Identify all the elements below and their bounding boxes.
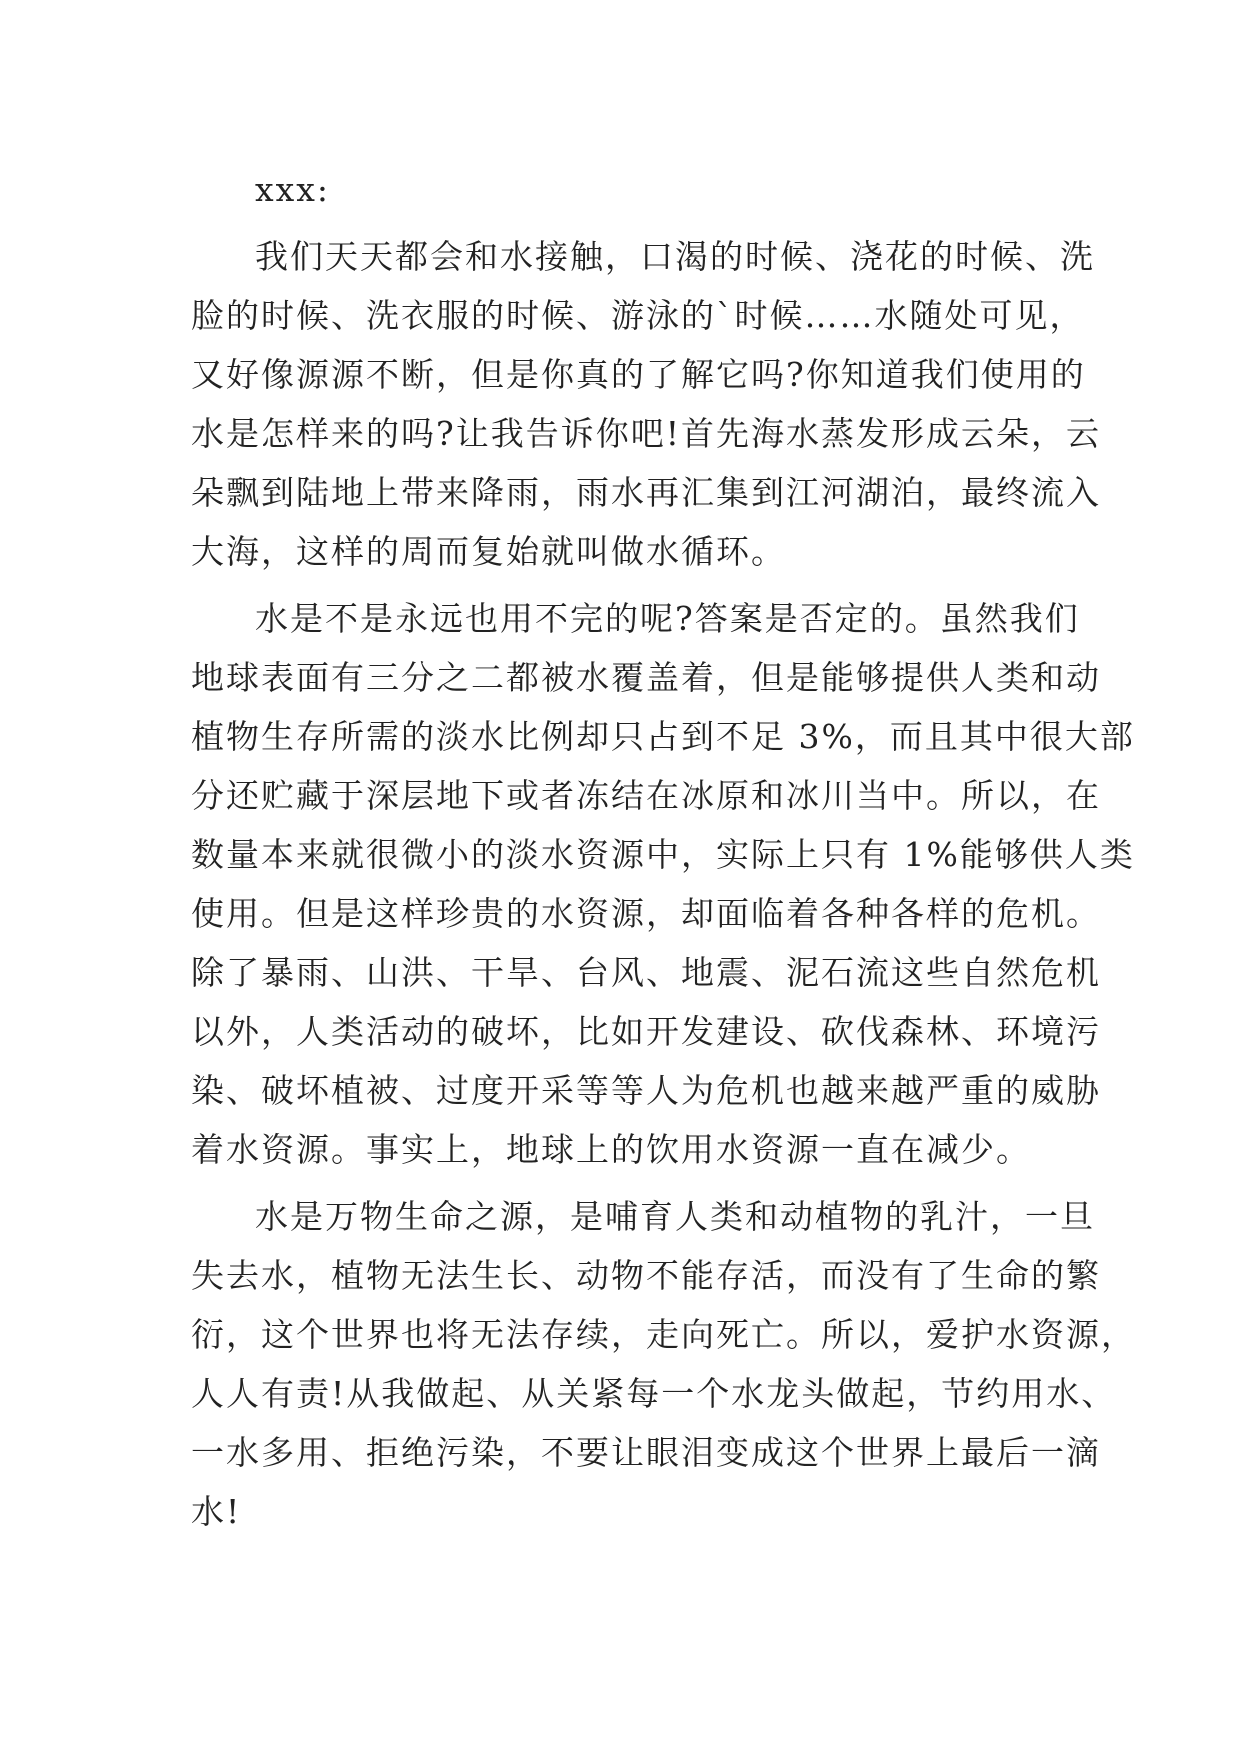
paragraph-line: 水!: [191, 1492, 242, 1531]
paragraph-line: 地球表面有三分之二都被水覆盖着，但是能够提供人类和动: [191, 658, 1101, 697]
paragraph-line: 染、破坏植被、过度开采等等人为危机也越来越严重的威胁: [191, 1071, 1101, 1110]
paragraph-line: 朵飘到陆地上带来降雨，雨水再汇集到江河湖泊，最终流入: [191, 473, 1101, 512]
paragraph-line: 使用。但是这样珍贵的水资源，却面临着各种各样的危机。: [191, 894, 1101, 933]
paragraph-line: 衍，这个世界也将无法存续，走向死亡。所以，爱护水资源，: [191, 1315, 1136, 1354]
paragraph-2: [191, 589, 1135, 1179]
paragraph-line: 分还贮藏于深层地下或者冻结在冰原和冰川当中。所以，在: [191, 776, 1101, 815]
paragraph-line: 大海，这样的周而复始就叫做水循环。: [191, 532, 786, 571]
paragraph-line: 又好像源源不断，但是你真的了解它吗?你知道我们使用的: [191, 355, 1086, 394]
paragraph-line: 水是万物生命之源，是哺育人类和动植物的乳汁，一旦: [255, 1197, 1095, 1236]
paragraph-1: [191, 227, 1101, 581]
paragraph-line: 植物生存所需的淡水比例却只占到不足 3%，而且其中很大部: [191, 717, 1135, 756]
paragraph-line: 水是怎样来的吗?让我告诉你吧!首先海水蒸发形成云朵，云: [191, 414, 1101, 453]
paragraph-line: 我们天天都会和水接触，口渴的时候、浇花的时候、洗: [255, 237, 1095, 276]
paragraph-line: 着水资源。事实上，地球上的饮用水资源一直在减少。: [191, 1130, 1031, 1169]
paragraph-line: 人人有责!从我做起、从关紧每一个水龙头做起，节约用水、: [191, 1374, 1117, 1413]
salutation: xxx:: [255, 170, 330, 209]
paragraph-line: 数量本来就很微小的淡水资源中，实际上只有 1%能够供人类: [191, 835, 1135, 874]
paragraph-line: 脸的时候、洗衣服的时候、游泳的`时候……水随处可见，: [191, 296, 1085, 335]
paragraph-line: 一水多用、拒绝污染，不要让眼泪变成这个世界上最后一滴: [191, 1433, 1101, 1472]
paragraph-line: 除了暴雨、山洪、干旱、台风、地震、泥石流这些自然危机: [191, 953, 1101, 992]
paragraph-3: [191, 1187, 1136, 1541]
letter-body: [191, 160, 1136, 1541]
paragraph-line: 失去水，植物无法生长、动物不能存活，而没有了生命的繁: [191, 1256, 1101, 1295]
paragraph-line: 水是不是永远也用不完的呢?答案是否定的。虽然我们: [255, 599, 1080, 638]
paragraph-line: 以外，人类活动的破坏，比如开发建设、砍伐森林、环境污: [191, 1012, 1101, 1051]
